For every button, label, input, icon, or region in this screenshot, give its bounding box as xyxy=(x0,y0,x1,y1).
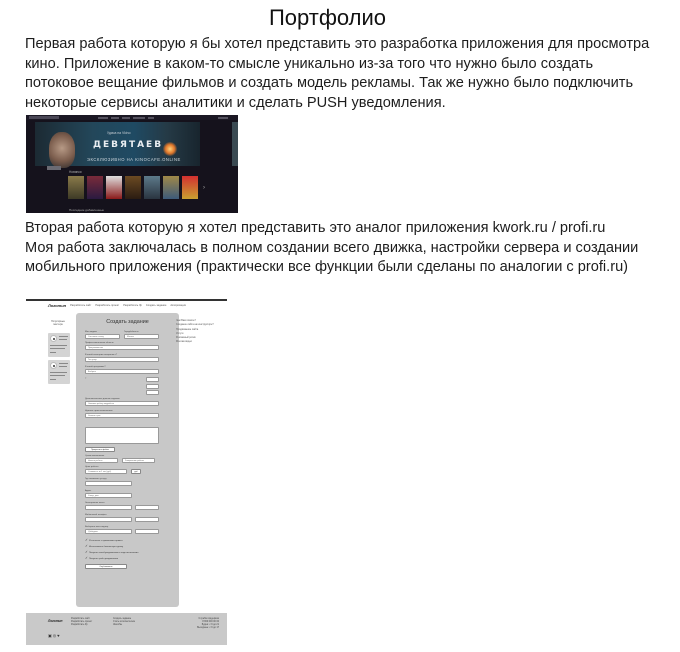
watch-button xyxy=(47,166,61,170)
region-select xyxy=(135,505,159,510)
price-select: Стоимость за 1 час (руб) xyxy=(85,469,127,474)
publish-button: Опубликовать xyxy=(85,564,127,569)
poster xyxy=(182,176,198,199)
banner-top-text: Удача на Vkino xyxy=(107,131,131,135)
field-label: Где оказывать услугу xyxy=(85,478,107,480)
nav-item: Создать задание xyxy=(145,304,167,307)
form-title: Создать задание xyxy=(106,319,149,325)
card-line xyxy=(50,352,56,353)
create-task-form xyxy=(76,313,179,607)
field-label: Сроки выполнения xyxy=(85,455,105,457)
field-label: Город/область xyxy=(124,331,139,333)
help-link: Услуги xyxy=(176,331,184,335)
messenger-select xyxy=(135,529,159,534)
footer-link: Создать задание xyxy=(113,618,132,620)
phone-input xyxy=(85,517,132,522)
footer-link: Жалобы xyxy=(113,624,123,626)
footer-link: Разработать Ifp xyxy=(71,624,88,626)
nav-item: Авторизация xyxy=(170,304,186,307)
banner-movie-title: ДЕВЯТАЕВ xyxy=(93,140,164,150)
social-icons xyxy=(48,633,61,638)
small-select xyxy=(146,390,159,395)
marketplace-logo: Логотип xyxy=(48,303,67,308)
description-textarea xyxy=(85,427,159,444)
program-select: Выбрать xyxy=(85,369,159,374)
email-input xyxy=(85,505,132,510)
field-label: Дополнительные данные задания xyxy=(85,398,120,400)
footer-col-1 xyxy=(71,618,92,627)
help-link: Создание сайта на конструкторе? xyxy=(176,323,214,327)
paragraph-second-line1: Вторая работа которую я хотел представить это аналог приложения kwork.ru / profi.ru xyxy=(25,220,606,236)
nav-item xyxy=(111,117,119,119)
field-label: Электронная почта xyxy=(85,502,105,504)
poster xyxy=(106,176,122,199)
card-line xyxy=(50,379,56,380)
field-label: Профессиональная область xyxy=(85,342,114,344)
deadline-select: Укажите срок xyxy=(85,413,159,418)
checkbox-safe-deal: ✓ Использовать безопасную сделку xyxy=(85,544,123,548)
avatar xyxy=(50,362,57,369)
field-label: Мобильный телефон xyxy=(85,514,107,516)
banner-subtitle: ЭКСКЛЮЗИВНО НА KINOCAFE.ONLINE xyxy=(87,157,181,162)
marketplace-screenshot xyxy=(26,299,227,645)
login-item xyxy=(218,117,228,119)
footer-col-2 xyxy=(113,618,135,627)
field-label: Моя задача xyxy=(85,331,97,333)
movie-app-screenshot xyxy=(26,115,238,213)
address-input: Улица, дом xyxy=(85,493,132,498)
card-line xyxy=(50,348,65,349)
attach-files-button: Прикрепить файлы xyxy=(85,447,115,452)
support-title: Служба поддержки xyxy=(198,618,219,620)
help-link: Монтаж видео xyxy=(176,340,192,344)
footer-support xyxy=(197,618,219,630)
field-label: В какой категории специалист? xyxy=(85,354,117,356)
section-new-label: Новинки xyxy=(69,170,82,174)
help-link: Рекламный ролик xyxy=(176,336,196,340)
avatar xyxy=(50,335,57,342)
card-line xyxy=(59,336,68,337)
master-card xyxy=(48,360,70,384)
messenger-input: @telegram xyxy=(85,529,132,534)
nav-item xyxy=(98,117,108,119)
marketplace-header xyxy=(48,303,186,308)
footer-link: Разработать сайт xyxy=(71,618,90,620)
facebook-icon: ▣ xyxy=(48,633,53,638)
small-select xyxy=(146,384,159,389)
end-date-input: Завершение работы xyxy=(122,458,155,463)
support-hours: Выходные: с 9 до 17 xyxy=(197,627,219,629)
poster xyxy=(125,176,141,199)
task-input: Составить схему xyxy=(85,334,120,339)
paragraph-second-work xyxy=(25,219,655,278)
section-latest-label: Последние добавленные xyxy=(69,208,105,212)
location-input xyxy=(85,481,132,486)
card-line xyxy=(50,375,65,376)
help-links xyxy=(176,319,214,345)
poster xyxy=(68,176,84,199)
poster-row xyxy=(68,176,198,199)
checkbox-rules: ✓ Я согласен с правилами сервиса xyxy=(85,538,123,542)
checkbox-push: ✓ Получать push-уведомления xyxy=(85,556,118,560)
help-link: Продвижение сайта xyxy=(176,327,199,331)
page-title: Портфолио xyxy=(268,5,387,30)
nav-item xyxy=(133,117,145,119)
popular-masters-caption: Популярные мастера xyxy=(51,320,65,326)
start-date-input: Начало работы xyxy=(85,458,118,463)
master-card xyxy=(48,333,70,357)
twitter-icon: ♥ xyxy=(57,633,61,638)
poster xyxy=(87,176,103,199)
help-link: Чем Вам помочь? xyxy=(176,319,196,322)
movie-app-topbar xyxy=(26,115,238,120)
field-label: Адрес xyxy=(85,490,92,492)
card-line xyxy=(59,339,67,340)
movie-app-logo xyxy=(29,116,59,119)
checkbox-email: ✓ Получать email-уведомления о ходе исполнения xyxy=(85,550,138,554)
phone-type-select xyxy=(135,517,159,522)
poster xyxy=(163,176,179,199)
card-line xyxy=(59,363,68,364)
category-select: Тип услуг xyxy=(85,357,159,362)
marketplace-footer xyxy=(26,613,227,645)
card-line xyxy=(50,345,67,346)
small-select xyxy=(146,377,159,382)
paragraph-first-work: Первая работа которую я бы хотел представить это разработка приложения для просмотра кино. Приложение в каком-то смысле уникально из-за того что нужно было создать потоковое вещание фильмов и создать модель рекламы. Так же нужно было подключить некоторые сервисы аналитики и сделать PUSH уведомления. xyxy=(25,36,650,111)
currency-button: руб xyxy=(131,469,141,474)
field-label: Нужные сроки выполнения xyxy=(85,410,113,412)
field-label: В какой программе? xyxy=(85,366,106,368)
nav-item: Разработать Ifp xyxy=(123,304,142,307)
card-line xyxy=(50,372,67,373)
chevron-right-icon: › xyxy=(203,185,205,191)
support-hours: Будни: с 9 до 21 xyxy=(201,624,219,626)
footer-logo: Логотип xyxy=(48,619,63,623)
field-label: Цена работы xyxy=(85,466,99,468)
area-select: Программистам xyxy=(85,345,159,350)
nav-item xyxy=(122,117,130,119)
nav-item xyxy=(148,117,154,119)
nav-item: Разработать сайт xyxy=(70,304,92,307)
city-input: Москва xyxy=(124,334,159,339)
poster xyxy=(144,176,160,199)
explosion-graphic xyxy=(163,142,177,156)
paragraph-second-rest: Моя работа заключалась в полном создании всего движка, настройки сервера и создании мобильного приложения (практически все функции были сделаны по аналогии с profi.ru) xyxy=(25,239,639,275)
question-label: ? xyxy=(85,378,87,380)
support-phone: 8 800 000 00 00 xyxy=(202,621,219,623)
details-input: Опишите работу подробнее xyxy=(85,401,159,406)
hero-banner xyxy=(35,122,200,166)
top-divider xyxy=(26,299,227,301)
field-label: Выберите мессенджер xyxy=(85,526,109,528)
next-banner-preview xyxy=(232,122,238,166)
instagram-icon: ◎ xyxy=(52,633,58,638)
card-line xyxy=(59,366,67,367)
footer-link: Разработать проект xyxy=(71,621,93,623)
nav-item: Разработать проект xyxy=(95,304,120,307)
hero-face-image xyxy=(49,132,75,168)
footer-link: Стать исполнителем xyxy=(113,621,136,623)
